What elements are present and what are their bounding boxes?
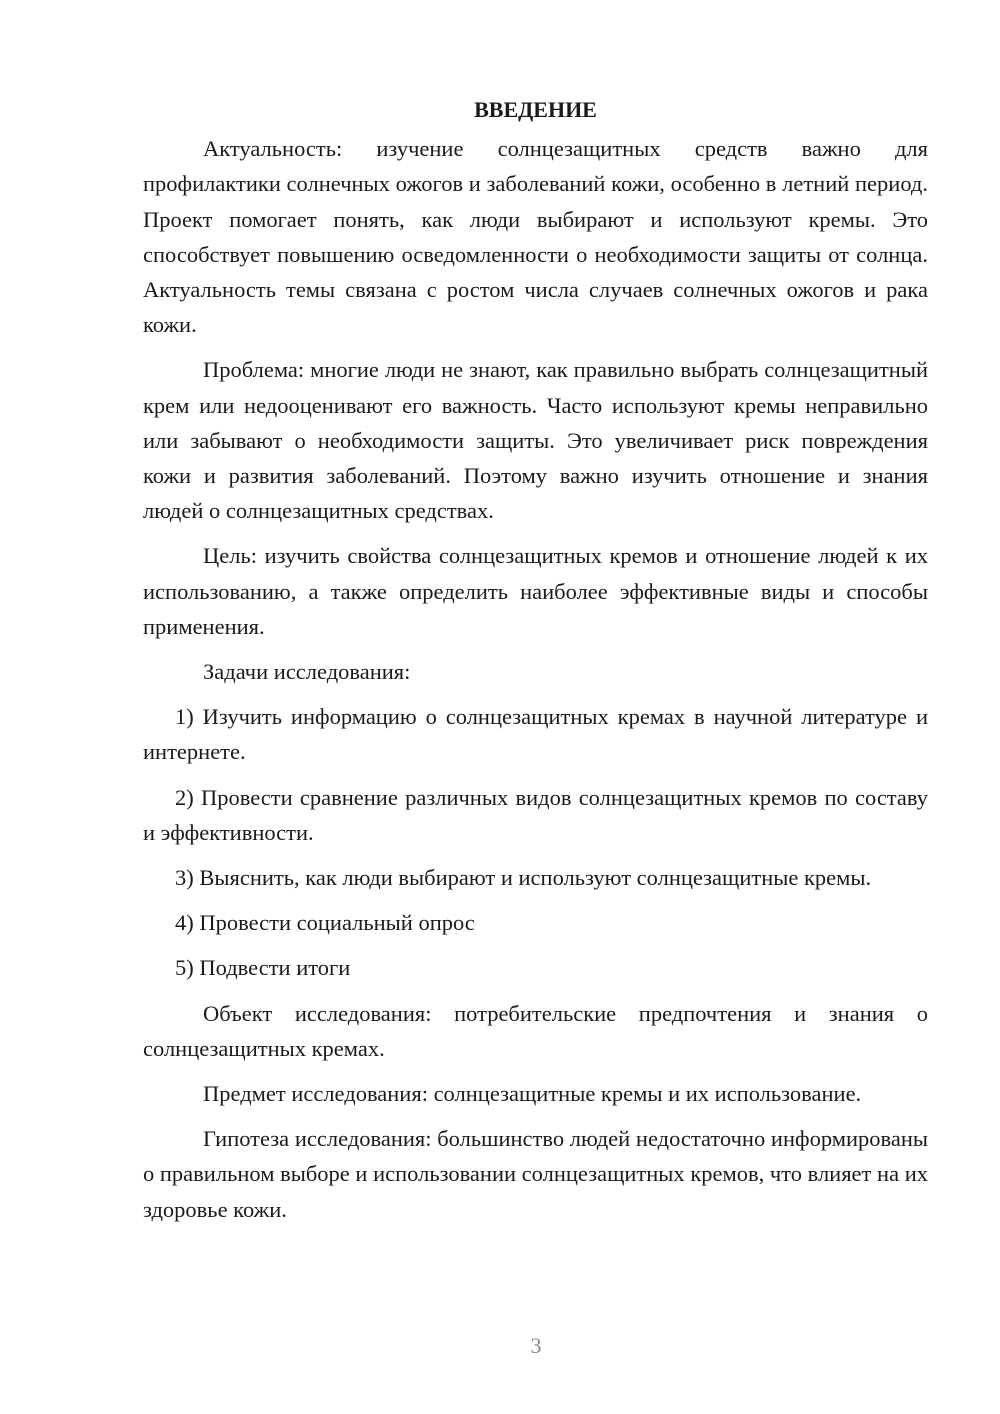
paragraph-relevance: Актуальность: изучение солнцезащитных средств важно для профилактики солнечных ожогов и заболеваний кожи, особенно в летний период. Проект помогает понять, как люди выбирают и используют кремы. Это способствует повышению осведомленности о необходимости защиты от солнца. Актуальность темы связана с ростом числа случаев солнечных ожогов и рака кожи. — [143, 136, 928, 338]
page-title: ВВЕДЕНИЕ — [474, 97, 597, 122]
paragraph-object: Объект исследования: потребительские предпочтения и знания о солнцезащитных кремах. — [143, 1000, 928, 1061]
task-item-4: 4) Провести социальный опрос — [175, 910, 475, 936]
paragraph-subject: Предмет исследования: солнцезащитные кремы и их использование. — [203, 1081, 862, 1107]
task-item-5: 5) Подвести итоги — [175, 955, 351, 981]
paragraph-hypothesis: Гипотеза исследования: большинство людей недостаточно информированы о правильном выборе и использовании солнцезащитных кремов, что влияет на их здоровье кожи. — [143, 1126, 928, 1222]
paragraph-goal: Цель: изучить свойства солнцезащитных кремов и отношение людей к их использованию, а также определить наиболее эффективные виды и способы применения. — [143, 543, 928, 639]
tasks-heading: Задачи исследования: — [203, 659, 411, 685]
paragraph-problem: Проблема: многие люди не знают, как правильно выбрать солнцезащитный крем или недооценивают его важность. Часто используют кремы неправильно или забывают о необходимости защиты. Это увеличивает риск повреждения кожи и развития заболеваний. Поэтому важно изучить отношение и знания людей о солнцезащитных средствах. — [143, 357, 928, 524]
task-item-3: 3) Выяснить, как люди выбирают и используют солнцезащитные кремы. — [175, 865, 872, 891]
page-number: 3 — [530, 1333, 542, 1358]
task-item-2: 2) Провести сравнение различных видов солнцезащитных кремов по составу и эффективности. — [143, 784, 928, 845]
task-item-1: 1) Изучить информацию о солнцезащитных кремах в научной литературе и интернете. — [143, 704, 928, 765]
page-content — [143, 92, 928, 1237]
